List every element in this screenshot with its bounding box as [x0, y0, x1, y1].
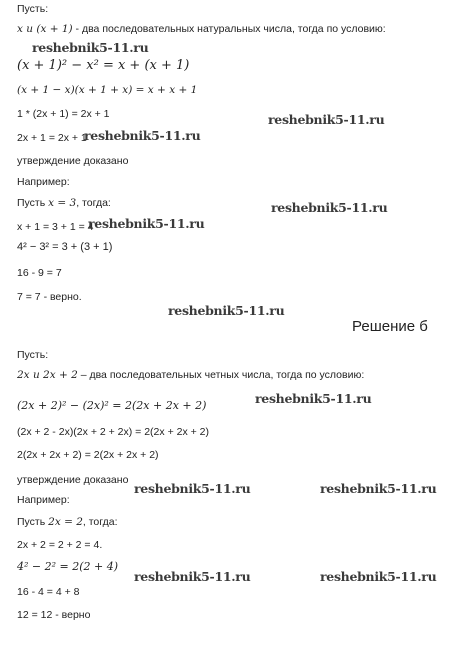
example-a-2: 4² − 3² = 3 + (3 + 1)	[17, 241, 113, 253]
example-a-1: x + 1 = 3 + 1 = 4	[17, 221, 94, 233]
example-let-a-math: x = 3	[48, 197, 77, 209]
example-b-2: 4² − 2² = 2(2 + 4)	[17, 560, 119, 573]
equation-a-4: 2x + 1 = 2x + 1	[17, 132, 87, 144]
watermark: reshebnik5-11.ru	[320, 569, 437, 584]
example-a-4: 7 = 7 - верно.	[17, 291, 82, 303]
equation-a-3: 1 * (2x + 1) = 2x + 1	[17, 108, 110, 120]
watermark: reshebnik5-11.ru	[168, 303, 285, 318]
example-let-a-pre: Пусть	[17, 197, 49, 209]
equation-a-1: (x + 1)² − x² = x + (x + 1)	[17, 58, 190, 73]
example-let-b	[17, 516, 118, 528]
equation-b-1: (2x + 2)² − (2x)² = 2(2x + 2x + 2)	[17, 399, 207, 412]
statement-b-math: 2x и 2x + 2	[17, 369, 78, 381]
statement-b	[17, 369, 364, 381]
example-let-a	[17, 197, 111, 209]
proven-text-b: утверждение доказано	[17, 474, 129, 486]
solution-b-heading: Решение б	[352, 318, 428, 335]
example-label-a: Например:	[17, 176, 70, 188]
example-let-b-post: , тогда:	[82, 516, 118, 528]
statement-a	[17, 23, 386, 35]
let-label-a: Пусть:	[17, 3, 49, 15]
example-b-3: 16 - 4 = 4 + 8	[17, 586, 80, 598]
example-let-a-post: , тогда:	[76, 197, 111, 209]
watermark: reshebnik5-11.ru	[134, 569, 251, 584]
equation-a-2: (x + 1 − x)(x + 1 + x) = x + x + 1	[17, 84, 198, 96]
watermark: reshebnik5-11.ru	[84, 128, 201, 143]
proven-text-a: утверждение доказано	[17, 155, 129, 167]
let-label-b: Пусть:	[17, 349, 49, 361]
example-b-4: 12 = 12 - верно	[17, 609, 91, 621]
watermark: reshebnik5-11.ru	[268, 112, 385, 127]
statement-b-text: – два последовательных четных числа, тогда по условию:	[77, 369, 365, 381]
watermark: reshebnik5-11.ru	[320, 481, 437, 496]
example-label-b: Например:	[17, 494, 70, 506]
equation-b-2: (2x + 2 - 2x)(2x + 2 + 2x) = 2(2x + 2x + 2)	[17, 426, 210, 438]
watermark: reshebnik5-11.ru	[271, 200, 388, 215]
watermark: reshebnik5-11.ru	[255, 391, 372, 406]
statement-a-math: x и (x + 1)	[17, 23, 73, 35]
statement-a-text: - два последовательных натуральных числа, тогда по условию:	[72, 23, 386, 35]
watermark: reshebnik5-11.ru	[88, 216, 205, 231]
watermark: reshebnik5-11.ru	[134, 481, 251, 496]
example-let-b-math: 2x = 2	[48, 516, 83, 528]
example-b-1: 2x + 2 = 2 + 2 = 4.	[17, 539, 103, 551]
equation-b-3: 2(2x + 2x + 2) = 2(2x + 2x + 2)	[17, 449, 159, 461]
example-a-3: 16 - 9 = 7	[17, 267, 62, 279]
watermark: reshebnik5-11.ru	[32, 40, 149, 55]
example-let-b-pre: Пусть	[17, 516, 49, 528]
